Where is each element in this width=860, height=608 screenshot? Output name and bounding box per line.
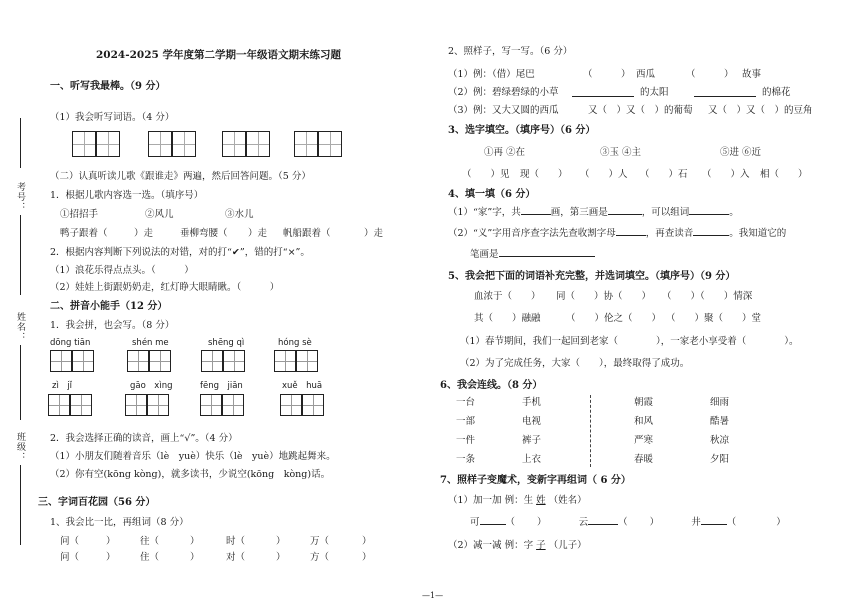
writing-cell[interactable] xyxy=(280,394,302,416)
r4-line2: （2）“义”字用音序查字法先查收割字母 ，再查读音 。我知道它的 xyxy=(448,228,787,239)
match-item[interactable]: 一条 xyxy=(456,454,476,465)
section-r6: 6、我会连线。（8 分） xyxy=(440,380,543,391)
writing-cell[interactable] xyxy=(96,131,120,157)
idiom-text: （ ）聚（ ）堂 xyxy=(666,313,762,324)
binding-line xyxy=(20,465,21,545)
example-text: 的太阳 xyxy=(640,87,669,98)
binding-line xyxy=(20,345,21,420)
idiom-text: （ ）伦之（ ） xyxy=(566,313,662,324)
blank-paren: （ ） xyxy=(686,69,734,80)
writing-cell[interactable] xyxy=(50,350,72,372)
pinyin-label: dōng tiān xyxy=(50,338,91,348)
option-3: ③水儿 xyxy=(225,209,254,220)
compare-paren: ） xyxy=(190,552,200,563)
match-item[interactable]: 电视 xyxy=(522,416,542,427)
binding-line xyxy=(20,215,21,295)
match-item[interactable]: 一件 xyxy=(456,435,476,446)
r4-line1: （1）“家”字，共 画，第三画是 ，可以组词 。 xyxy=(448,207,739,218)
writing-cell[interactable] xyxy=(200,394,222,416)
r5-sentence-2: （2）为了完成任务，大家（ ），最终取得了成功。 xyxy=(460,358,690,369)
r7-example-1: （1）加一加 例：生 姓 （姓名） xyxy=(448,495,587,506)
match-item[interactable]: 朝霞 xyxy=(634,397,654,408)
writing-cell[interactable] xyxy=(302,394,324,416)
writing-cell[interactable] xyxy=(223,350,245,372)
compare-paren: ） xyxy=(276,536,286,547)
question-2-1: （1）浪花乐得点点头。（ ） xyxy=(50,265,194,276)
fill-text: 帆船跟着（ xyxy=(283,228,331,239)
match-item[interactable]: 手机 xyxy=(522,397,542,408)
section-r7: 7、照样子变魔术，变新字再组词（ 6 分） xyxy=(440,475,631,486)
pinyin-label: zì jǐ xyxy=(52,381,73,391)
writing-cell[interactable] xyxy=(70,394,92,416)
section-r3: 3、选字填空。（填序号）（6 分） xyxy=(448,125,596,136)
r5-sentence-1: （1）春节期间，我们一起回到老家（ ），一家老小享受着（ ）。 xyxy=(460,336,799,347)
match-item[interactable]: 春暖 xyxy=(634,454,654,465)
fill-text: ）走 xyxy=(364,228,384,239)
section-1-2: （二）认真听读儿歌《跟谁走》两遍，然后回答问题。（5 分） xyxy=(50,171,311,182)
idiom-text: 同（ ）协（ ） xyxy=(556,291,652,302)
compare-paren: ） xyxy=(106,552,116,563)
fill-text: 垂柳弯腰（ xyxy=(180,228,228,239)
example-text: 故事 xyxy=(742,69,762,80)
example-text: （1）例：（借）尾巴 xyxy=(448,69,535,80)
option-1: ①招招手 xyxy=(60,209,99,220)
binding-line xyxy=(20,118,21,168)
section-3-heading: 三、字词百花园（56 分） xyxy=(38,497,156,508)
writing-cell[interactable] xyxy=(294,131,318,157)
question-2-2: （2）娃娃上街跟奶奶走，红灯睁大眼睛瞅。（ ） xyxy=(50,282,280,293)
pinyin-label: shēng qì xyxy=(208,338,245,348)
blank-paren: （ ） xyxy=(583,69,631,80)
compare-paren: ） xyxy=(276,552,286,563)
section-2-2: 2．我会选择正确的读音，画上“√”。（4 分） xyxy=(50,433,238,444)
section-2-2b: （2）你有空(kōng kòng)，就多读书，少说空(kōng kòng)话。 xyxy=(50,469,331,480)
writing-cell[interactable] xyxy=(222,394,244,416)
fill-text: ）走 xyxy=(134,228,154,239)
fill-text: （ ）石 xyxy=(640,169,688,180)
match-item[interactable]: 细雨 xyxy=(710,397,730,408)
question-1: 1．根据儿歌内容选一选。（填序号） xyxy=(50,190,204,201)
writing-cell[interactable] xyxy=(172,131,196,157)
pinyin-label: xuě huā xyxy=(282,381,323,391)
writing-cell[interactable] xyxy=(127,350,149,372)
fill-text: （ ）人 xyxy=(580,169,628,180)
answer-blank[interactable] xyxy=(694,96,756,97)
example-text: （2）例：碧绿碧绿的小草 xyxy=(448,87,559,98)
writing-cell[interactable] xyxy=(274,350,296,372)
compare-char: 对（ xyxy=(226,552,246,563)
writing-cell[interactable] xyxy=(222,131,246,157)
example-text: 又（ ）又（ ）的豆角 xyxy=(708,105,813,116)
writing-cell[interactable] xyxy=(296,350,318,372)
idiom-text: 血浓于（ ） xyxy=(474,291,541,302)
match-item[interactable]: 一台 xyxy=(456,397,476,408)
pinyin-label: fēng jiān xyxy=(200,381,243,391)
banji-label: 班级： xyxy=(15,432,25,462)
writing-cell[interactable] xyxy=(148,131,172,157)
r7-example-2: （2）减一减 例：字 子 （儿子） xyxy=(448,540,587,551)
answer-blank[interactable] xyxy=(572,96,634,97)
match-item[interactable]: 夕阳 xyxy=(710,454,730,465)
example-text: （3）例：又大又圆的西瓜 xyxy=(448,105,559,116)
fill-text: 鸭子跟着（ xyxy=(60,228,108,239)
section-2-heading: 二、拼音小能手（12 分） xyxy=(50,301,168,312)
compare-char: 万（ xyxy=(310,536,330,547)
match-item[interactable]: 一部 xyxy=(456,416,476,427)
compare-char: 住（ xyxy=(140,552,160,563)
option-group: ③玉 ④主 xyxy=(600,147,642,158)
match-item[interactable]: 酷暑 xyxy=(710,416,730,427)
writing-cell[interactable] xyxy=(149,350,171,372)
divider xyxy=(590,395,591,467)
writing-cell[interactable] xyxy=(201,350,223,372)
section-3-1: 1、我会比一比，再组词（8 分） xyxy=(50,517,189,528)
section-1-1: （1）我会听写词语。（4 分） xyxy=(50,112,175,123)
writing-cell[interactable] xyxy=(318,131,342,157)
page-title: 2024-2025 学年度第二学期一年级语文期末练习题 xyxy=(96,49,341,61)
idiom-text: （ ）（ ）情深 xyxy=(662,291,753,302)
section-r4: 4、填一填（6 分） xyxy=(448,189,536,200)
writing-cell[interactable] xyxy=(72,350,94,372)
pinyin-label: shén me xyxy=(132,338,169,348)
r4-line3: 笔画是 xyxy=(470,250,595,260)
page-number: —1— xyxy=(422,591,444,600)
section-r5: 5、我会把下面的词语补充完整，并选词填空。（填序号）（9 分） xyxy=(448,271,736,282)
option-group: ⑤进 ⑥近 xyxy=(720,147,762,158)
writing-cell[interactable] xyxy=(125,394,147,416)
writing-cell[interactable] xyxy=(72,131,96,157)
pinyin-label: gāo xìng xyxy=(130,381,173,391)
compare-paren: ） xyxy=(106,536,116,547)
example-text: 西瓜 xyxy=(636,69,656,80)
match-item[interactable]: 裤子 xyxy=(522,435,542,446)
writing-cell[interactable] xyxy=(147,394,169,416)
match-item[interactable]: 和风 xyxy=(634,416,654,427)
option-2: ②风儿 xyxy=(145,209,174,220)
compare-paren: ） xyxy=(190,536,200,547)
question-2: 2．根据内容判断下列说法的对错，对的打“✔”，错的打“×”。 xyxy=(50,247,310,258)
section-r2: 2、照样子，写一写。（6 分） xyxy=(448,46,573,57)
compare-char: 问（ xyxy=(60,536,80,547)
compare-paren: ） xyxy=(362,552,372,563)
section-2-1: 1．我会拼，也会写。（8 分） xyxy=(50,320,175,331)
idiom-text: 其（ ）融融 xyxy=(474,313,541,324)
fill-text: 现（ ） xyxy=(520,169,568,180)
fill-text: 相（ ） xyxy=(760,169,808,180)
fill-text: （ ）入 xyxy=(702,169,750,180)
kaohao-label: 考号： xyxy=(15,182,25,212)
example-text: 又（ ）又（ ）的葡萄 xyxy=(588,105,693,116)
match-item[interactable]: 严寒 xyxy=(634,435,654,446)
section-2-2a: （1）小朋友们随着音乐（lè yuè）快乐（lè yuè）地跳起舞来。 xyxy=(50,451,336,462)
compare-char: 往（ xyxy=(140,536,160,547)
match-item[interactable]: 秋凉 xyxy=(710,435,730,446)
fill-text: ）走 xyxy=(248,228,268,239)
compare-char: 方（ xyxy=(310,552,330,563)
xingming-label: 姓名： xyxy=(15,312,25,342)
option-group: ①再 ②在 xyxy=(484,147,526,158)
writing-cell[interactable] xyxy=(48,394,70,416)
match-item[interactable]: 上衣 xyxy=(522,454,542,465)
fill-text: （ ）见 xyxy=(462,169,510,180)
pinyin-label: hóng sè xyxy=(278,338,312,348)
compare-char: 时（ xyxy=(226,536,246,547)
r7-line: 可 （ ） 云 （ ） 井 （ ） xyxy=(470,517,786,528)
example-text: 的棉花 xyxy=(762,87,791,98)
writing-cell[interactable] xyxy=(246,131,270,157)
compare-paren: ） xyxy=(362,536,372,547)
compare-char: 问（ xyxy=(60,552,80,563)
section-1-heading: 一、听写我最棒。（9 分） xyxy=(50,81,166,92)
